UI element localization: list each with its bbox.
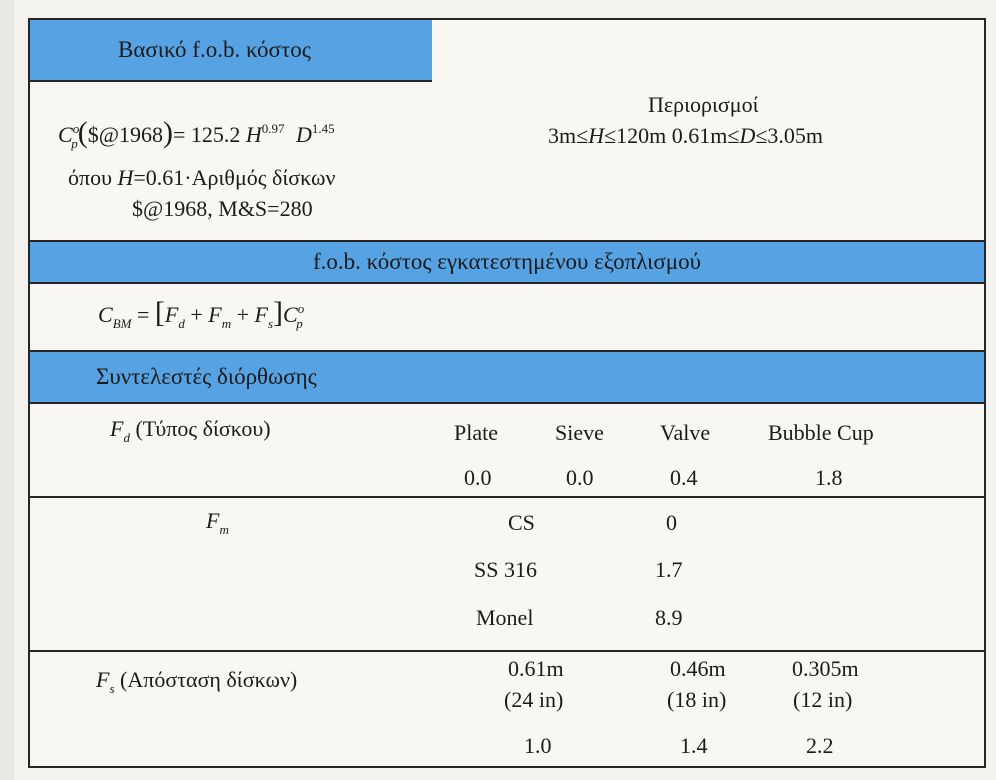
fs-spacing-metric: 0.46m <box>670 656 726 681</box>
formula-symbol: C <box>58 122 73 147</box>
page <box>14 0 996 780</box>
fd-label <box>110 416 271 445</box>
plus-sign: + <box>190 302 203 327</box>
cp-subscript: p <box>296 316 303 331</box>
fs-spacing-metric: 0.305m <box>792 656 859 681</box>
where-text: =0.61·Αριθμός δίσκων <box>133 165 336 190</box>
fm-symbol: F <box>208 302 222 327</box>
fd-type-sieve: Sieve <box>555 420 604 445</box>
cbm-symbol: C <box>98 302 113 327</box>
row-divider <box>30 650 984 652</box>
fs-subscript: s <box>267 316 274 331</box>
row-divider <box>30 496 984 498</box>
section-divider <box>30 80 432 82</box>
fm-value-cs: 0 <box>666 510 677 535</box>
section-divider <box>30 402 984 404</box>
fs-label-subscript: s <box>109 681 115 696</box>
cbm-subscript: BM <box>112 316 132 331</box>
fs-value: 1.0 <box>524 733 552 758</box>
fs-spacing-metric: 0.61m <box>508 656 564 681</box>
section-title-installed-cost: f.o.b. κόστος εγκατεστημένου εξοπλισμού <box>313 249 701 274</box>
formula-subscript: p <box>71 136 78 151</box>
fs-value: 1.4 <box>680 733 708 758</box>
fd-subscript: d <box>178 316 185 331</box>
fm-label-symbol: F <box>206 508 220 533</box>
formula-basis: $@1968 <box>87 122 163 147</box>
fm-value-ss316: 1.7 <box>655 557 683 582</box>
fm-label-subscript: m <box>219 522 229 537</box>
section-divider <box>30 282 984 284</box>
fd-label-subscript: d <box>123 430 130 445</box>
fm-label <box>206 508 229 537</box>
where-prefix: όπου <box>68 165 112 190</box>
formula-exp-d: 1.45 <box>311 121 335 136</box>
section-title-correction-factors: Συντελεστές διόρθωσης <box>96 364 317 389</box>
constraint-var-d: D <box>739 123 756 148</box>
constraint-post: ≤3.05m <box>755 123 824 148</box>
constraints-title: Περιορισμοί <box>648 92 759 117</box>
fm-material-ss316: SS 316 <box>474 557 537 582</box>
fs-label <box>96 667 298 696</box>
fd-type-plate: Plate <box>454 420 498 445</box>
fm-value-monel: 8.9 <box>655 605 683 630</box>
plus-sign: + <box>236 302 250 327</box>
fd-value-plate: 0.0 <box>464 465 492 490</box>
constraint-mid: ≤120m 0.61m≤ <box>604 123 740 148</box>
formula-var-h: H <box>245 122 262 147</box>
equals-sign: = <box>136 302 150 327</box>
fd-symbol: F <box>164 302 179 327</box>
fd-type-valve: Valve <box>660 420 711 445</box>
formula-var-d: D <box>296 122 312 147</box>
fd-value-sieve: 0.0 <box>566 465 594 490</box>
formula-exp-h: 0.97 <box>261 121 285 136</box>
section-title-basic-cost: Βασικό f.o.b. κόστος <box>118 37 311 62</box>
fd-type-bubble-cup: Bubble Cup <box>768 420 874 445</box>
fs-value: 2.2 <box>806 733 834 758</box>
fs-spacing-imperial: (24 in) <box>504 687 564 712</box>
where-var: H <box>117 165 134 190</box>
constraints-line <box>548 123 823 149</box>
fd-value-valve: 0.4 <box>670 465 698 490</box>
fd-label-symbol: F <box>110 416 124 441</box>
where-line <box>68 165 335 191</box>
cp-superscript: o <box>297 301 305 316</box>
fd-value-bubble-cup: 1.8 <box>815 465 843 490</box>
basis-line: $@1968, M&S=280 <box>132 196 313 221</box>
fs-label-text: (Απόσταση δίσκων) <box>120 667 298 692</box>
constraint-pre: 3m≤ <box>548 123 589 148</box>
cost-table <box>28 18 986 768</box>
fm-subscript: m <box>221 316 232 331</box>
formula-coefficient: = 125.2 <box>172 122 241 147</box>
basic-cost-formula: $C^o_p(\$@1968)= 125.2$ $H^{0.97}$ $D^{1.45}$ <box>58 116 335 151</box>
fs-label-symbol: F <box>96 667 110 692</box>
cp-symbol: C <box>283 302 298 327</box>
constraint-var-h: H <box>588 123 605 148</box>
formula-superscript: o <box>72 121 80 136</box>
fs-symbol: F <box>254 302 268 327</box>
fm-material-monel: Monel <box>476 605 534 630</box>
fd-label-text: (Τύπος δίσκου) <box>135 416 271 441</box>
fs-spacing-imperial: (18 in) <box>667 687 727 712</box>
fm-material-cs: CS <box>508 510 535 535</box>
fs-spacing-imperial: (12 in) <box>793 687 853 712</box>
installed-cost-formula: $C_{BM} = [F_d + F_m + F_s]C^o_p$ <box>98 296 305 331</box>
